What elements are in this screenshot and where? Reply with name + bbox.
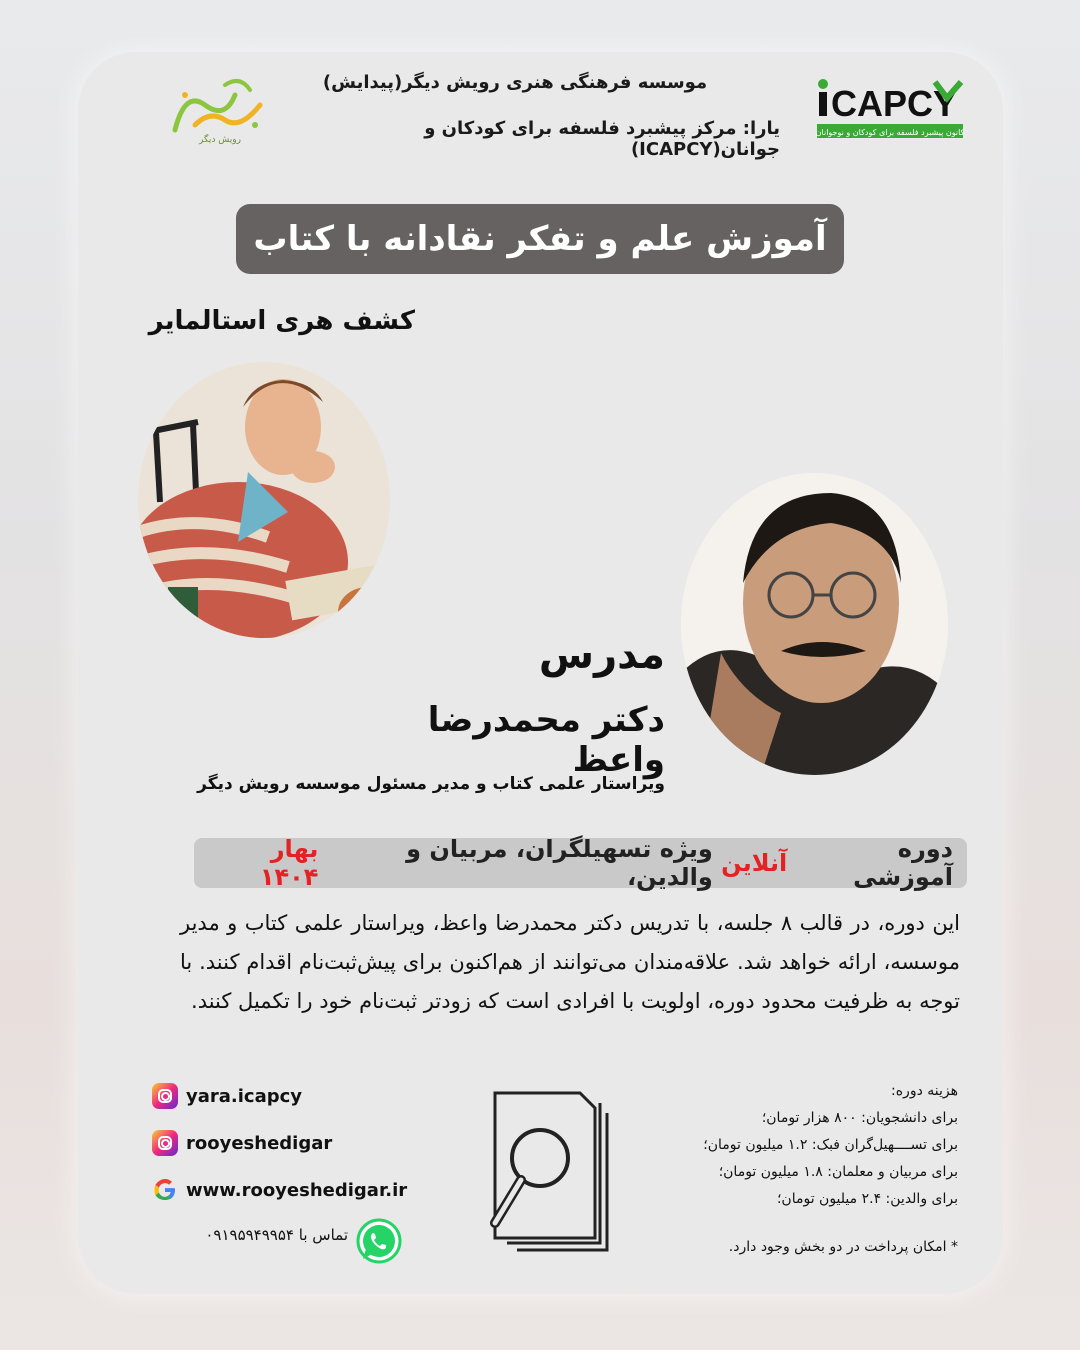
logo-text: CAPCY [831, 83, 958, 124]
fees-block [600, 1078, 958, 1213]
search-document-icon [485, 1088, 620, 1258]
instagram-handle: yara.icapcy [186, 1085, 303, 1107]
rooyesh-logo [165, 70, 275, 145]
contact-phone[interactable]: ۰۹۱۹۵۹۴۹۹۵۴ [205, 1226, 294, 1244]
instagram-link-rooyesh[interactable] [152, 1128, 412, 1158]
website-link[interactable] [152, 1175, 412, 1205]
google-icon [152, 1177, 178, 1203]
partner-name: یارا: مرکز پیشبرد فلسفه برای کودکان و جوانان(ICAPCY) [424, 118, 780, 160]
fee-item: برای والدین: ۲.۴ میلیون تومان؛ [776, 1191, 958, 1207]
course-title: آموزش علم و تفکر نقادانه با کتاب [236, 204, 844, 274]
book-title: کشف هری استالمایر [148, 306, 415, 336]
contact-text [168, 1226, 348, 1244]
instructor-photo [681, 473, 948, 775]
fee-item: برای تســــهیل‌گران فبک: ۱.۲ میلیون تومان؛ [703, 1137, 958, 1153]
payment-note: * امکان پرداخت در دو بخش وجود دارد. [728, 1239, 958, 1255]
fee-item: برای دانشجویان: ۸۰۰ هزار تومان؛ [761, 1110, 958, 1126]
website-url: www.rooyeshedigar.ir [186, 1179, 408, 1201]
logo-left-text: رویش دیگر [199, 135, 241, 145]
instagram-link-yara[interactable] [152, 1081, 412, 1111]
course-description: این دوره، در قالب ۸ جلسه، با تدریس دکتر محمدرضا واعظ، ویراستار علمی کتاب و مدیر موسسه، ارائه خواهد شد. علاقه‌مندان می‌توانند از هم‌اکنون برای پیش‌ثبت‌نام اقدام کنند. با توجه به ظرفیت محدود دوره، اولویت با افرادی است که زودتر ثبت‌نام خود را تکمیل کنند. [180, 911, 960, 1013]
logo-subtext: کانون پیشبرد فلسفه برای کودکان و نوجوانان [815, 128, 965, 137]
course-season: بهار ۱۴۰۴ [259, 835, 319, 891]
fees-heading: هزینه دوره: [891, 1083, 958, 1099]
instructor-name: دکتر محمدرضا واعظ [427, 700, 665, 780]
institute-name: موسسه فرهنگی هنری رویش دیگر(پیدایش) [322, 72, 708, 93]
course-info-bar [194, 835, 967, 891]
instructor-role: ویراستار علمی کتاب و مدیر مسئول موسسه رویش دیگر [197, 774, 665, 794]
course-audience: ویژه تسهیلگران، مربیان و والدین، [406, 835, 713, 891]
instagram-icon [152, 1130, 178, 1156]
course-online: آنلاین [721, 849, 788, 877]
contact-label: تماس با [298, 1226, 348, 1244]
course-prefix: دوره آموزشی [853, 835, 953, 891]
instagram-handle: rooyeshedigar [186, 1132, 333, 1154]
fee-item: برای مربیان و معلمان: ۱.۸ میلیون تومان؛ [718, 1164, 958, 1180]
instructor-heading: مدرس [538, 632, 665, 678]
whatsapp-icon[interactable] [356, 1218, 402, 1264]
book-illustration [138, 362, 390, 638]
icapcy-logo [815, 74, 965, 144]
instagram-icon [152, 1083, 178, 1109]
